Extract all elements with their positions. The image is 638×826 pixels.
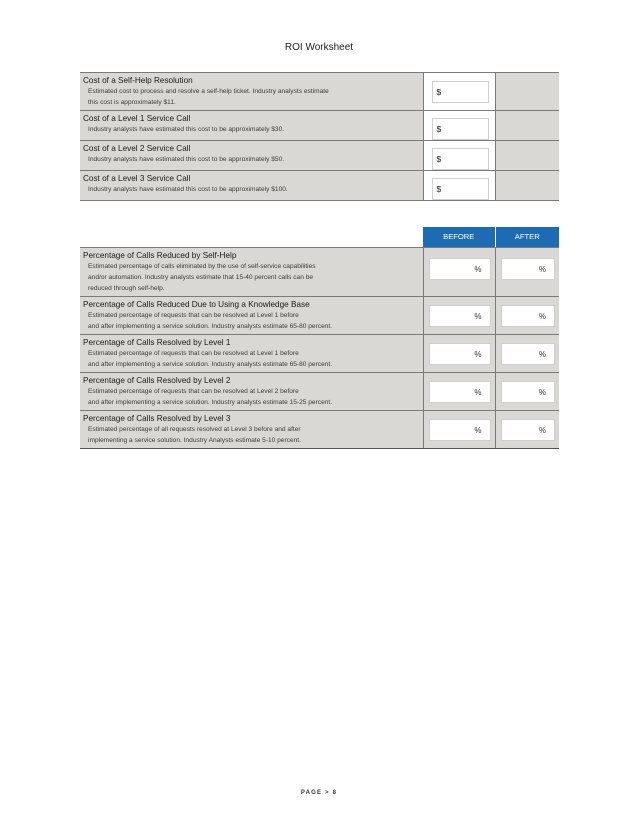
- percentage-row: [80, 247, 559, 296]
- row-description-line: reduced through self-help.: [88, 284, 165, 292]
- percentage-table: [80, 227, 559, 449]
- row-description-line: implementing a service solution. Industry Analysts estimate 5-10 percent.: [88, 436, 301, 444]
- cost-row: [80, 141, 559, 171]
- page-title: ROI Worksheet: [284, 42, 354, 53]
- row-description-cell: [80, 372, 423, 410]
- row-description-line: and after implementing a service solution. Industry analysts estimate 65-80 percent.: [88, 322, 333, 330]
- row-description-cell: [80, 410, 423, 448]
- row-title: Cost of a Self-Help Resolution: [83, 76, 193, 85]
- cost-input-cell: [423, 111, 495, 141]
- row-description-cell: [80, 73, 423, 111]
- before-percentage-input[interactable]: %: [429, 343, 491, 365]
- after-percentage-input[interactable]: %: [501, 419, 556, 441]
- row-description-cell: [80, 296, 423, 334]
- row-description-line: Industry analysts have estimated this cost to be approximately $100.: [88, 186, 288, 193]
- after-percentage-input[interactable]: %: [501, 381, 556, 403]
- empty-cell: [495, 73, 559, 111]
- cost-input-cell: [423, 141, 495, 171]
- row-title: Cost of a Level 1 Service Call: [83, 114, 191, 123]
- after-percentage-input[interactable]: %: [501, 343, 556, 365]
- row-description-line: this cost is approximately $11.: [88, 99, 176, 106]
- cost-input-cell: [423, 73, 495, 111]
- row-description-line: and after implementing a service solution. Industry analysts estimate 65-80 percent.: [88, 360, 333, 368]
- cost-input-cell: [423, 171, 495, 201]
- row-title: Percentage of Calls Resolved by Level 1: [83, 337, 231, 347]
- after-cell: [495, 296, 559, 334]
- before-percentage-input[interactable]: %: [429, 381, 491, 403]
- row-description-line: Estimated percentage of requests that can be resolved at Level 1 before: [88, 311, 299, 319]
- row-title: Percentage of Calls Resolved by Level 3: [83, 413, 231, 423]
- before-column-header: BEFORE: [423, 227, 495, 247]
- after-column-header: AFTER: [495, 227, 559, 247]
- row-description-line: Industry analysts have estimated this cost to be approximately $50.: [88, 156, 285, 163]
- page-number: PAGE > 8: [300, 790, 338, 796]
- row-description-line: Estimated cost to process and resolve a self-help ticket. Industry analysts estimate: [88, 88, 329, 95]
- cost-input[interactable]: $: [432, 178, 489, 200]
- row-description-line: Industry analysts have estimated this cost to be approximately $30.: [88, 126, 285, 133]
- before-cell: [423, 296, 495, 334]
- row-description-cell: [80, 334, 423, 372]
- row-description-line: and/or automation. Industry analysts estimate that 15-40 percent calls can be: [88, 273, 314, 281]
- before-cell: [423, 410, 495, 448]
- after-cell: [495, 334, 559, 372]
- row-title: Cost of a Level 3 Service Call: [83, 174, 191, 183]
- percentage-row: [80, 410, 559, 448]
- cost-row: [80, 111, 559, 141]
- percentage-row: [80, 296, 559, 334]
- after-cell: [495, 247, 559, 296]
- empty-cell: [495, 171, 559, 201]
- row-title: Percentage of Calls Reduced by Self-Help: [83, 250, 237, 260]
- percentage-header-row: [80, 227, 559, 247]
- empty-cell: [495, 111, 559, 141]
- row-title: Cost of a Level 2 Service Call: [83, 144, 191, 153]
- row-description-line: Estimated percentage of all requests resolved at Level 3 before and after: [88, 425, 301, 433]
- before-percentage-input[interactable]: %: [429, 258, 491, 280]
- after-percentage-input[interactable]: %: [501, 258, 556, 280]
- before-cell: [423, 372, 495, 410]
- row-description-line: and after implementing a service solution. Industry analysts estimate 15-25 percent.: [88, 398, 333, 406]
- row-description-line: Estimated percentage of requests that can be resolved at Level 2 before: [88, 387, 299, 395]
- row-description-line: Estimated percentage of calls eliminated by the use of self-service capabilities: [88, 262, 316, 270]
- cost-row: [80, 73, 559, 111]
- empty-cell: [495, 141, 559, 171]
- after-cell: [495, 372, 559, 410]
- percentage-row: [80, 334, 559, 372]
- row-description-cell: [80, 171, 423, 201]
- cost-table: [80, 72, 559, 201]
- cost-input[interactable]: $: [432, 81, 489, 103]
- after-percentage-input[interactable]: %: [501, 305, 556, 327]
- before-cell: [423, 247, 495, 296]
- cost-input[interactable]: $: [432, 118, 489, 140]
- after-cell: [495, 410, 559, 448]
- row-description-cell: [80, 141, 423, 171]
- header-spacer: [80, 227, 423, 247]
- row-description-cell: [80, 111, 423, 141]
- row-description-line: Estimated percentage of requests that can be resolved at Level 1 before: [88, 349, 299, 357]
- before-percentage-input[interactable]: %: [429, 305, 491, 327]
- before-cell: [423, 334, 495, 372]
- cost-input[interactable]: $: [432, 148, 489, 170]
- row-title: Percentage of Calls Resolved by Level 2: [83, 375, 231, 385]
- before-percentage-input[interactable]: %: [429, 419, 491, 441]
- cost-row: [80, 171, 559, 201]
- percentage-row: [80, 372, 559, 410]
- row-description-cell: [80, 247, 423, 296]
- row-title: Percentage of Calls Reduced Due to Using a Knowledge Base: [83, 299, 310, 309]
